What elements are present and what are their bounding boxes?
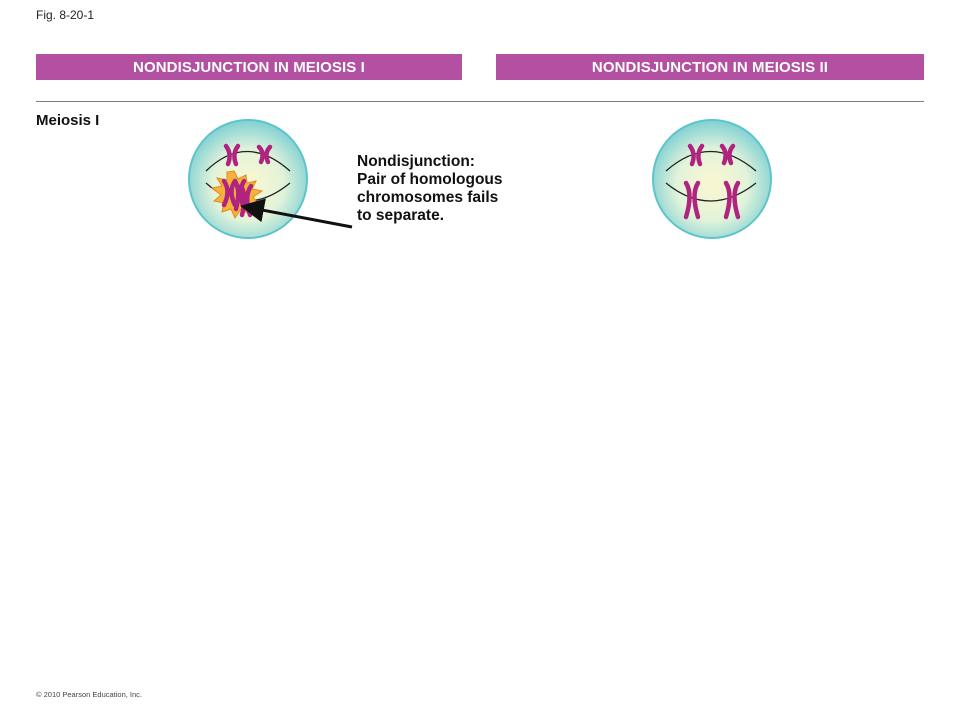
banner-meiosis-ii: NONDISJUNCTION IN MEIOSIS II [496, 54, 924, 80]
annotation-line: to separate. [357, 207, 445, 224]
annotation-line: Nondisjunction: [357, 153, 475, 170]
nondisjunction-annotation [357, 153, 503, 225]
copyright-notice: © 2010 Pearson Education, Inc. [36, 690, 143, 699]
row-label-meiosis-i: Meiosis I [36, 112, 100, 129]
cell-meiosis-i-drawing [186, 117, 310, 241]
figure-label: Fig. 8-20-1 [36, 8, 95, 22]
annotation-line: chromosomes fails [357, 189, 499, 206]
annotation-line: Pair of homologous [357, 171, 503, 188]
banner-meiosis-i: NONDISJUNCTION IN MEIOSIS I [36, 54, 462, 80]
cell-meiosis-ii-drawing [650, 117, 774, 241]
cell-meiosis-ii [650, 117, 774, 241]
cell-membrane [653, 120, 771, 238]
cell-meiosis-i [186, 117, 310, 241]
divider-line [36, 101, 924, 102]
cell-membrane [189, 120, 307, 238]
